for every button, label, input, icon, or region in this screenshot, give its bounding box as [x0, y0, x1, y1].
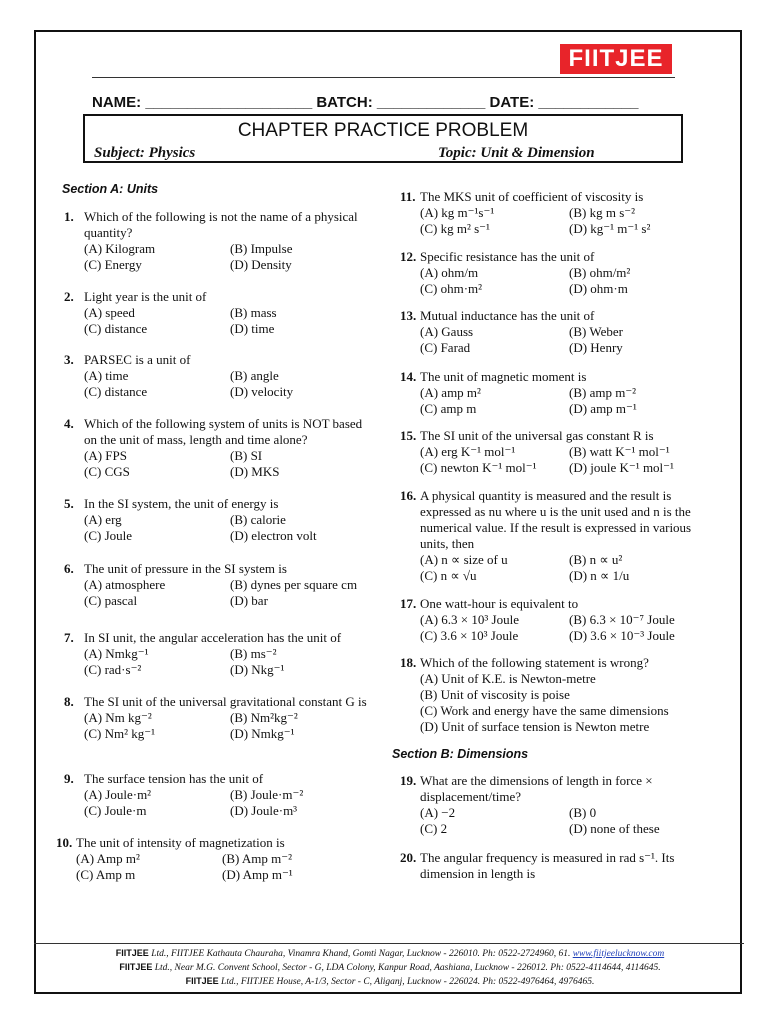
answer-option: (D) electron volt — [230, 528, 317, 543]
question-stem — [64, 209, 376, 241]
question — [400, 773, 718, 837]
footer-line-1: FIITJEE Ltd., FIITJEE Kathauta Chauraha, Vinamra Khand, Gomti Nagar, Lucknow - 226010. Ph: 0522-2724960, 61. www.fiitjeelucknow.com — [115, 948, 665, 959]
answer-option: (B) Weber — [569, 324, 623, 339]
question — [64, 209, 376, 273]
question-number: 13. — [400, 308, 417, 323]
question-text: The angular frequency is measured in rad s⁻¹. Its dimension in length is — [420, 850, 675, 881]
question-number: 14. — [400, 369, 417, 384]
answer-option: (D) Amp m⁻¹ — [222, 867, 293, 882]
answer-option: (B) dynes per square cm — [230, 577, 358, 592]
question — [64, 771, 376, 819]
section-a-heading: Section A: Units — [62, 182, 159, 196]
question-text: In the SI system, the unit of energy is — [84, 496, 279, 511]
answer-option: (B) 0 — [569, 805, 597, 820]
question — [400, 308, 718, 356]
question — [400, 850, 718, 882]
question-text: The SI unit of the universal gas constant R is — [420, 428, 654, 443]
question-text: Which of the following is not the name of a physical quantity? — [84, 209, 358, 240]
question-number: 3. — [64, 352, 74, 367]
answer-option: (C) ohm·m² — [420, 281, 483, 296]
answer-option: (A) atmosphere — [84, 577, 166, 592]
answer-option: (B) n ∝ u² — [569, 552, 623, 567]
question — [64, 694, 376, 742]
answer-option: (A) kg m⁻¹s⁻¹ — [420, 205, 495, 220]
answer-option: (B) 6.3 × 10⁻⁷ Joule — [569, 612, 675, 627]
answer-option: (A) Gauss — [420, 324, 474, 339]
answer-option: (B) Nm²kg⁻² — [230, 710, 298, 725]
answer-option: (B) Amp m⁻² — [222, 851, 292, 866]
answer-option: (B) calorie — [230, 512, 286, 527]
answer-option: (A) Unit of K.E. is Newton-metre — [420, 671, 596, 686]
question — [56, 835, 368, 883]
answer-option: (A) amp m² — [420, 385, 481, 400]
footer-rule — [34, 943, 744, 944]
option-list — [64, 305, 376, 337]
answer-option: (A) n ∝ size of u — [420, 552, 508, 567]
question-text: The unit of intensity of magnetization is — [76, 835, 285, 850]
question-number: 9. — [64, 771, 74, 786]
answer-option: (B) ohm/m² — [569, 265, 631, 280]
option-list — [400, 385, 718, 417]
option-list — [64, 577, 376, 609]
question-text: The unit of pressure in the SI system is — [84, 561, 287, 576]
question-stem — [400, 488, 718, 552]
answer-option: (D) velocity — [230, 384, 294, 399]
answer-option: (D) ohm·m — [569, 281, 628, 296]
footer-line-3: FIITJEE Ltd., FIITJEE House, A-1/3, Sector - C, Aliganj, Lucknow - 226024. Ph: 0522-4976464, 4976465. — [185, 976, 595, 987]
question-number: 6. — [64, 561, 74, 576]
answer-option: (A) Joule·m² — [84, 787, 152, 802]
option-list — [400, 265, 718, 297]
question-stem — [400, 655, 718, 671]
question — [64, 289, 376, 337]
option-list — [400, 612, 718, 644]
answer-option: (D) bar — [230, 593, 268, 608]
question-number: 17. — [400, 596, 417, 611]
answer-option: (D) joule K⁻¹ mol⁻¹ — [569, 460, 674, 475]
answer-option: (C) 3.6 × 10³ Joule — [420, 628, 519, 643]
answer-option: (D) amp m⁻¹ — [569, 401, 637, 416]
question-text: One watt-hour is equivalent to — [420, 596, 579, 611]
question-text: The MKS unit of coefficient of viscosity is — [420, 189, 644, 204]
answer-option: (A) erg — [84, 512, 122, 527]
question-stem — [64, 771, 376, 787]
question-stem — [64, 352, 376, 368]
answer-option: (D) 3.6 × 10⁻³ Joule — [569, 628, 675, 643]
question-stem — [400, 428, 718, 444]
question-number: 11. — [400, 189, 416, 204]
option-list — [400, 552, 718, 584]
question-number: 8. — [64, 694, 74, 709]
answer-option: (C) CGS — [84, 464, 130, 479]
answer-option: (B) ms⁻² — [230, 646, 277, 661]
question-number: 7. — [64, 630, 74, 645]
answer-option: (D) kg⁻¹ m⁻¹ s² — [569, 221, 651, 236]
answer-option: (C) newton K⁻¹ mol⁻¹ — [420, 460, 537, 475]
answer-option: (B) watt K⁻¹ mol⁻¹ — [569, 444, 670, 459]
answer-option: (A) Nmkg⁻¹ — [84, 646, 149, 661]
option-list — [400, 205, 718, 237]
question-stem — [400, 369, 718, 385]
question-text: What are the dimensions of length in force × displacement/time? — [420, 773, 653, 804]
option-list — [400, 671, 718, 735]
question-number: 19. — [400, 773, 417, 788]
question-number: 4. — [64, 416, 74, 431]
question — [64, 496, 376, 544]
answer-option: (D) time — [230, 321, 275, 336]
answer-option: (B) Impulse — [230, 241, 293, 256]
question — [400, 189, 718, 237]
answer-option: (C) kg m² s⁻¹ — [420, 221, 490, 236]
name-batch-date-line: NAME: ____________________ BATCH: _____________ DATE: ____________ — [92, 94, 639, 111]
answer-option: (C) distance — [84, 384, 148, 399]
question-stem — [400, 850, 718, 882]
question-number: 12. — [400, 249, 417, 264]
option-list — [400, 324, 718, 356]
answer-option: (B) amp m⁻² — [569, 385, 637, 400]
question-text: Light year is the unit of — [84, 289, 207, 304]
answer-option: (D) Joule·m³ — [230, 803, 298, 818]
option-list — [64, 710, 376, 742]
section-b-heading: Section B: Dimensions — [392, 747, 529, 761]
question-stem — [64, 496, 376, 512]
option-list — [56, 851, 368, 883]
question-stem — [56, 835, 368, 851]
page-title: CHAPTER PRACTICE PROBLEM — [237, 120, 529, 141]
question — [400, 596, 718, 644]
option-list — [64, 448, 376, 480]
answer-option: (C) Nm² kg⁻¹ — [84, 726, 155, 741]
question-stem — [64, 289, 376, 305]
question-number: 2. — [64, 289, 74, 304]
option-list — [400, 805, 718, 837]
question-stem — [400, 189, 718, 205]
answer-option: (B) Joule·m⁻² — [230, 787, 304, 802]
question-text: In SI unit, the angular acceleration has the unit of — [84, 630, 342, 645]
question-stem — [400, 596, 718, 612]
answer-option: (A) Kilogram — [84, 241, 156, 256]
question — [64, 352, 376, 400]
question-text: The SI unit of the universal gravitational constant G is — [84, 694, 367, 709]
header-rule — [92, 77, 675, 78]
answer-option: (C) 2 — [420, 821, 448, 836]
question — [64, 561, 376, 609]
option-list — [64, 787, 376, 819]
question-text: PARSEC is a unit of — [84, 352, 191, 367]
answer-option: (C) rad·s⁻² — [84, 662, 142, 677]
website-link[interactable]: www.fiitjeelucknow.com — [572, 949, 665, 959]
answer-option: (C) Farad — [420, 340, 471, 355]
question-number: 16. — [400, 488, 417, 503]
answer-option: (C) distance — [84, 321, 148, 336]
question-text: Specific resistance has the unit of — [420, 249, 595, 264]
option-list — [64, 512, 376, 544]
question-number: 5. — [64, 496, 74, 511]
answer-option: (A) Nm kg⁻² — [84, 710, 152, 725]
question-stem — [64, 561, 376, 577]
answer-option: (B) angle — [230, 368, 279, 383]
answer-option: (C) Joule — [84, 528, 133, 543]
question-stem — [400, 773, 718, 805]
answer-option: (B) kg m s⁻² — [569, 205, 636, 220]
subject-label: Subject: Physics — [94, 145, 196, 161]
answer-option: (A) erg K⁻¹ mol⁻¹ — [420, 444, 516, 459]
option-list — [64, 368, 376, 400]
answer-option: (A) 6.3 × 10³ Joule — [420, 612, 519, 627]
question-stem — [400, 249, 718, 265]
question-number: 1. — [64, 209, 74, 224]
question — [400, 369, 718, 417]
answer-option: (D) Henry — [569, 340, 623, 355]
question-number: 15. — [400, 428, 417, 443]
answer-option: (D) Unit of surface tension is Newton metre — [420, 719, 650, 734]
answer-option: (C) Joule·m — [84, 803, 147, 818]
answer-option: (A) FPS — [84, 448, 127, 463]
question-number: 10. — [56, 835, 73, 850]
answer-option: (D) MKS — [230, 464, 280, 479]
answer-option: (C) Energy — [84, 257, 142, 272]
question-number: 18. — [400, 655, 417, 670]
answer-option: (A) speed — [84, 305, 135, 320]
question-text: Which of the following system of units is NOT based on the unit of mass, length and time alone? — [84, 416, 363, 447]
answer-option: (C) Work and energy have the same dimensions — [420, 703, 669, 718]
question-stem — [64, 416, 376, 448]
question-text: Which of the following statement is wrong? — [420, 655, 649, 670]
answer-option: (C) amp m — [420, 401, 477, 416]
answer-option: (C) n ∝ √u — [420, 568, 477, 583]
answer-option: (B) Unit of viscosity is poise — [420, 687, 570, 702]
question — [400, 488, 718, 584]
title-box — [83, 114, 683, 163]
answer-option: (D) Nkg⁻¹ — [230, 662, 285, 677]
question — [64, 416, 376, 480]
option-list — [64, 241, 376, 273]
answer-option: (A) time — [84, 368, 129, 383]
answer-option: (A) ohm/m — [420, 265, 479, 280]
topic-label: Topic: Unit & Dimension — [438, 145, 595, 161]
question — [400, 249, 718, 297]
question-stem — [400, 308, 718, 324]
question-stem — [64, 694, 376, 710]
question — [400, 655, 718, 735]
question-number: 20. — [400, 850, 417, 865]
question-text: Mutual inductance has the unit of — [420, 308, 595, 323]
answer-option: (C) pascal — [84, 593, 138, 608]
answer-option: (D) none of these — [569, 821, 660, 836]
answer-option: (D) Density — [230, 257, 292, 272]
option-list — [64, 646, 376, 678]
question-text: A physical quantity is measured and the result is expressed as nu where u is the unit used and n is the numerical value. If the result is expressed in various units, then — [420, 488, 692, 551]
option-list — [400, 444, 718, 476]
question-text: The surface tension has the unit of — [84, 771, 264, 786]
answer-option: (A) −2 — [420, 805, 456, 820]
question — [400, 428, 718, 476]
question-text: The unit of magnetic moment is — [420, 369, 587, 384]
answer-option: (D) n ∝ 1/u — [569, 568, 630, 583]
question-stem — [64, 630, 376, 646]
answer-option: (A) Amp m² — [76, 851, 140, 866]
answer-option: (C) Amp m — [76, 867, 136, 882]
footer-line-2: FIITJEE Ltd., Near M.G. Convent School, Sector - G, LDA Colony, Kanpur Road, Aashiana, Lucknow - 226012. Ph: 0522-4114644, 4114645. — [119, 962, 661, 973]
answer-option: (B) mass — [230, 305, 277, 320]
fiitjee-logo: FIITJEE — [560, 44, 672, 74]
answer-option: (B) SI — [230, 448, 263, 463]
question — [64, 630, 376, 678]
answer-option: (D) Nmkg⁻¹ — [230, 726, 295, 741]
